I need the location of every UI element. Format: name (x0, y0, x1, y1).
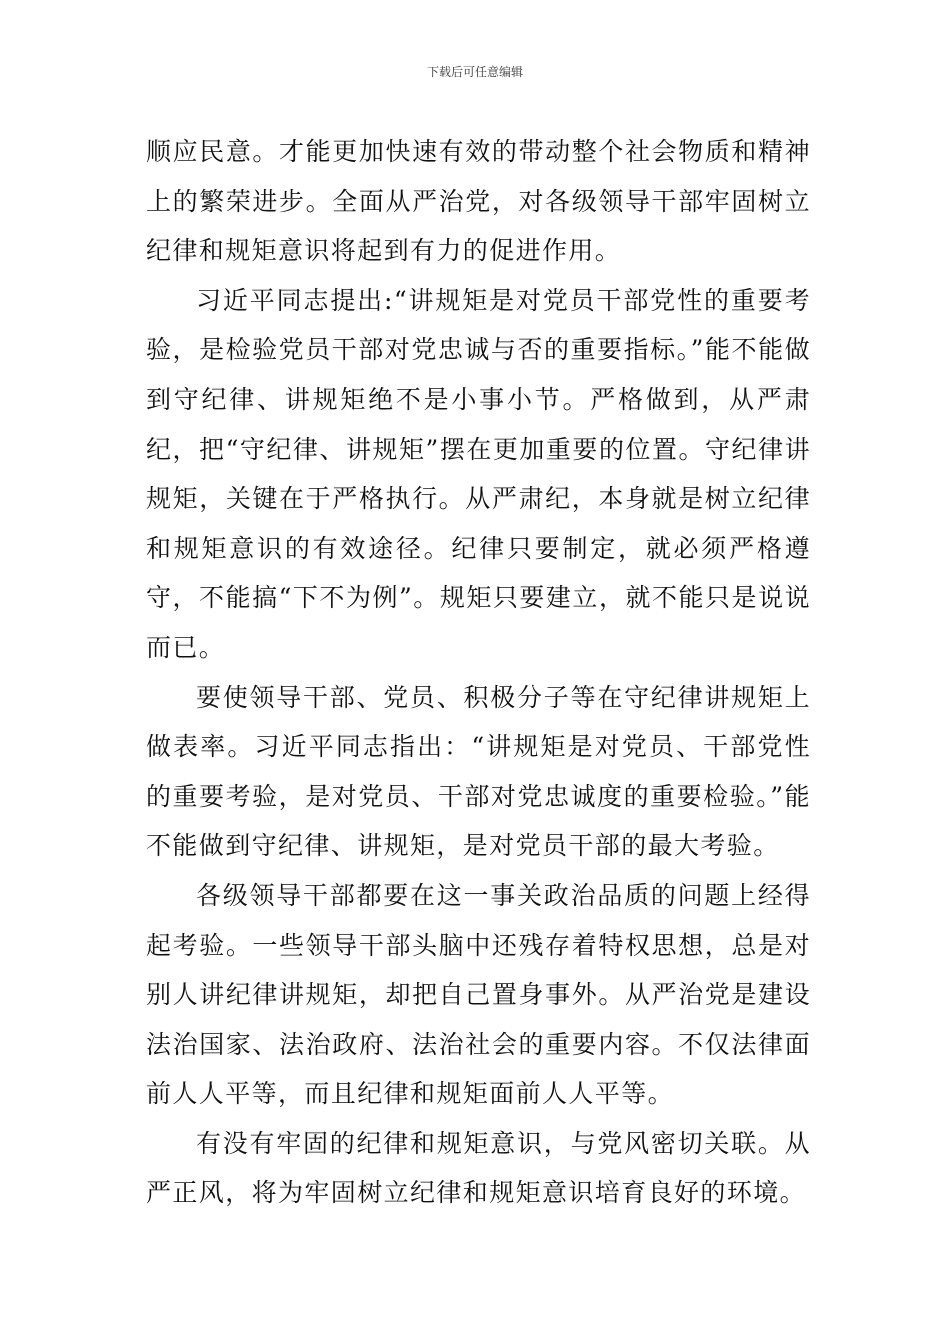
paragraph-continued: 顺应民意。才能更加快速有效的带动整个社会物质和精神上的繁荣进步。全面从严治党，对各级领导干部牢固树立纪律和规矩意识将起到有力的促进作用。 (146, 137, 811, 266)
paragraph: 有没有牢固的纪律和规矩意识，与党风密切关联。从严正风，将为牢固树立纪律和规矩意识培育良好的环境。 (146, 1128, 811, 1208)
paragraph: 各级领导干部都要在这一事关政治品质的问题上经得起考验。一些领导干部头脑中还残存着特权思想，总是对别人讲纪律讲规矩，却把自己置身事外。从严治党是建设法治国家、法治政府、法治社会的重要内容。不仅法律面前人人平等，而且纪律和规矩面前人人平等。 (146, 880, 811, 1109)
document-body (146, 127, 811, 1218)
paragraph: 要使领导干部、党员、积极分子等在守纪律讲规矩上做表率。习近平同志指出：“讲规矩是对党员、干部党性的重要考验，是对党员、干部对党忠诚度的重要检验。”能不能做到守纪律、讲规矩，是对党员干部的最大考验。 (146, 682, 811, 861)
page-header: 下载后可任意编辑 (426, 65, 523, 79)
paragraph: 习近平同志提出:“讲规矩是对党员干部党性的重要考验，是检验党员干部对党忠诚与否的重要指标。”能不能做到守纪律、讲规矩绝不是小事小节。严格做到，从严肃纪，把“守纪律、讲规矩”摆在更加重要的位置。守纪律讲规矩，关键在于严格执行。从严肃纪，本身就是树立纪律和规矩意识的有效途径。纪律只要制定，就必须严格遵守，不能搞“下不为例”。规矩只要建立，就不能只是说说而已。 (146, 285, 811, 662)
